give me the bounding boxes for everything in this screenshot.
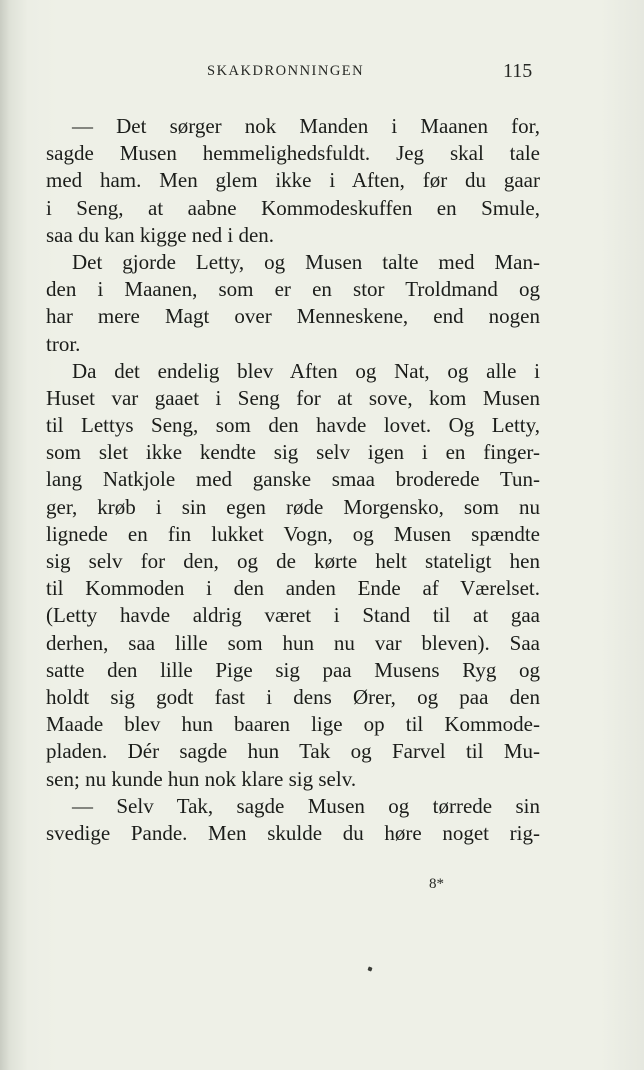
text-line: ger, krøb i sin egen røde Morgensko, som nu [46, 494, 540, 519]
text-line: lignede en fin lukket Vogn, og Musen spændte [46, 521, 540, 546]
signature-mark: 8* [429, 876, 444, 892]
text-line: Huset var gaaet i Seng for at sove, kom Musen [46, 385, 540, 410]
text-line: (Letty havde aldrig været i Stand til at gaa [46, 603, 540, 628]
text-line: satte den lille Pige sig paa Musens Ryg og [46, 657, 540, 682]
text-line: i Seng, at aabne Kommodeskuffen en Smule, [46, 195, 540, 220]
page-header [0, 60, 644, 86]
text-line: derhen, saa lille som hun nu var bleven). Saa [46, 630, 540, 655]
running-title: SKAKDRONNINGEN [207, 63, 365, 79]
text-line: Maade blev hun baaren lige op til Kommode- [46, 712, 540, 737]
text-line: svedige Pande. Men skulde du høre noget rig- [46, 820, 540, 845]
text-line: som slet ikke kendte sig selv igen i en finger- [46, 440, 540, 465]
text-line: med ham. Men glem ikke i Aften, før du gaar [46, 168, 540, 193]
text-line: pladen. Dér sagde hun Tak og Farvel til Mu- [46, 739, 540, 764]
text-line: — Selv Tak, sagde Musen og tørrede sin [72, 793, 540, 818]
text-line: den i Maanen, som er en stor Troldmand og [46, 277, 540, 302]
text-line: til Kommoden i den anden Ende af Værelset. [46, 576, 540, 601]
ink-speck [367, 966, 372, 971]
text-line: lang Natkjole med ganske smaa broderede Tun- [46, 467, 540, 492]
text-line: saa du kan kigge ned i den. [46, 222, 275, 247]
text-line: sig selv for den, og de kørte helt stateligt hen [46, 549, 540, 573]
text-line: tror. [46, 331, 81, 356]
text-line: Da det endelig blev Aften og Nat, og alle i [72, 358, 540, 383]
text-line: Det gjorde Letty, og Musen talte med Man- [72, 249, 540, 274]
text-line: sagde Musen hemmelighedsfuldt. Jeg skal tale [46, 141, 540, 166]
text-line: holdt sig godt fast i dens Ører, og paa den [46, 684, 540, 709]
text-line: — Det sørger nok Manden i Maanen for, [72, 114, 540, 138]
text-line: har mere Magt over Menneskene, end nogen [46, 304, 540, 329]
page-number: 115 [503, 60, 533, 82]
text-line: sen; nu kunde hun nok klare sig selv. [46, 766, 357, 791]
body-text [46, 113, 540, 847]
text-line: til Lettys Seng, som den havde lovet. Og Letty, [46, 413, 540, 438]
